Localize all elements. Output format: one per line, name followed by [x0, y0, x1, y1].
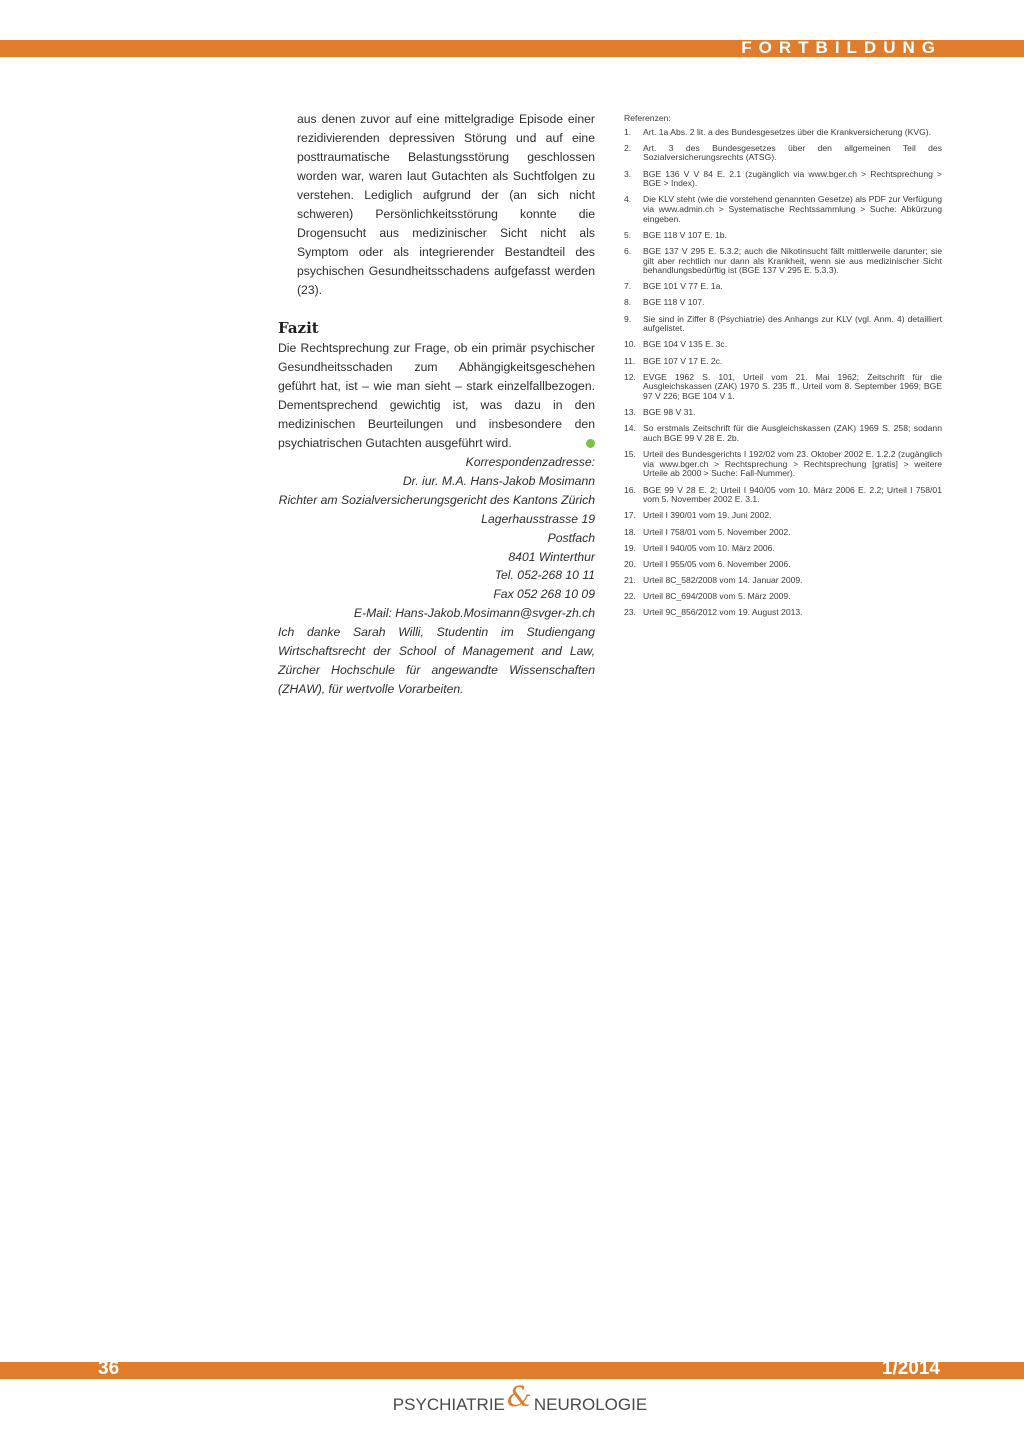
- reference-item: [624, 144, 942, 163]
- reference-number: 14.: [624, 423, 636, 434]
- address-fax: Fax 052 268 10 09: [493, 587, 595, 602]
- reference-text: Urteil 9C_856/2012 vom 19. August 2013.: [643, 607, 803, 618]
- reference-number: 6.: [624, 245, 632, 256]
- section-label: FORTBILDUNG: [741, 38, 942, 57]
- journal-name-left: PSYCHIATRIE: [392, 1395, 505, 1414]
- reference-item: [624, 315, 942, 334]
- reference-number: 9.: [624, 313, 632, 324]
- reference-item: [624, 560, 942, 570]
- reference-text: BGE 118 V 107 E. 1b.: [643, 229, 727, 240]
- address-tel: Tel. 052-268 10 11: [494, 568, 595, 583]
- address-street: Lagerhausstrasse 19: [481, 511, 595, 526]
- reference-item: [624, 528, 942, 538]
- references-list: [624, 128, 942, 618]
- reference-text: BGE 118 V 107.: [643, 297, 705, 308]
- reference-number: 13.: [624, 407, 636, 418]
- author-name: Dr. iur. M.A. Hans-Jakob Mosimann: [402, 473, 595, 488]
- reference-number: 17.: [624, 510, 636, 521]
- journal-ampersand: &: [506, 1380, 532, 1413]
- reference-number: 21.: [624, 575, 636, 586]
- journal-logo: [358, 1380, 682, 1424]
- references-column: [624, 114, 942, 625]
- reference-number: 2.: [624, 142, 632, 153]
- reference-number: 16.: [624, 484, 636, 495]
- reference-text: Art. 1a Abs. 2 lit. a des Bundesgesetzes über die Krankversicherung (KVG).: [643, 126, 932, 137]
- reference-text: BGE 98 V 31.: [643, 407, 696, 418]
- address-email: E-Mail: Hans-Jakob.Mosimann@svger-zh.ch: [353, 606, 595, 621]
- reference-item: [624, 128, 942, 138]
- author-position: Richter am Sozialversicherungsgericht des Kantons Zürich: [278, 492, 595, 507]
- reference-text: BGE 137 V 295 E. 5.3.2; auch die Nikotinsucht fällt mittlerweile darunter; sie gilt aber rechtlich nur dann als Krankheit, wenn sie aus medizinischer Sicht behandlungsbedürftig ist (BGE 137 V 295 E. 5.3.3).: [643, 245, 942, 276]
- correspondence-label: Korrespondenzadresse:: [465, 455, 595, 469]
- reference-text: BGE 107 V 17 E. 2c.: [643, 355, 723, 366]
- reference-number: 7.: [624, 281, 632, 292]
- reference-text: Urteil I 758/01 vom 5. November 2002.: [643, 526, 791, 537]
- reference-text: Art. 3 des Bundesgesetzes über den allgemeinen Teil des Sozialversicherungsrechts (ATSG).: [643, 142, 942, 163]
- reference-item: [624, 247, 942, 276]
- reference-item: [624, 231, 942, 241]
- reference-item: [624, 424, 942, 443]
- reference-item: [624, 544, 942, 554]
- main-column: [278, 110, 595, 699]
- references-heading: Referenzen:: [624, 113, 671, 123]
- reference-text: Urteil 8C_694/2008 vom 5. März 2009.: [643, 591, 791, 602]
- reference-text: Urteil des Bundesgerichts I 192/02 vom 23. Oktober 2002 E. 1.2.2 (zugänglich via www.bger.ch > Rechtsprechung > Rechtsprechung [gratis] > weitere Urteile ab 2000 > Suche: Fall-Nummer).: [643, 449, 942, 479]
- reference-text: Urteil 8C_582/2008 vom 14. Januar 2009.: [643, 575, 803, 586]
- reference-number: 8.: [624, 297, 632, 308]
- reference-text: EVGE 1962 S. 101, Urteil vom 21. Mai 1962; Zeitschrift für die Ausgleichskassen (ZAK) 1970 S. 235 ff., Urteil vom 8. September 1969; BGE 97 V 226; BGE 104 V 1.: [643, 371, 942, 401]
- reference-number: 11.: [624, 355, 636, 366]
- fazit-paragraph: [278, 339, 595, 453]
- intro-paragraph: aus denen zuvor auf eine mittelgradige Episode einer rezidivierenden depressiven Störung und auf eine posttraumatische Belastungsstörung geschlossen worden war, waren laut Gutachten als Suchtfolgen zu verstehen. Lediglich aufgrund der (an sich nicht schweren) Persönlichkeitsstörung konnte die Drogensucht aus medizinischer Sicht nicht als Symptom oder als integrierender Bestandteil des psychischen Gesundheitsschadens aufgefasst werden (23).: [297, 112, 595, 297]
- reference-text: So erstmals Zeitschrift für die Ausgleichskassen (ZAK) 1969 S. 258; sodann auch BGE 99 V 28 E. 2b.: [643, 423, 942, 443]
- reference-number: 23.: [624, 607, 636, 618]
- reference-item: [624, 450, 942, 479]
- reference-number: 3.: [624, 168, 632, 179]
- reference-text: BGE 101 V 77 E. 1a.: [643, 281, 723, 292]
- reference-number: 12.: [624, 371, 636, 382]
- correspondence-address: [278, 453, 595, 623]
- reference-text: Urteil I 390/01 vom 19. Juni 2002.: [643, 510, 772, 521]
- reference-number: 15.: [624, 449, 636, 460]
- reference-number: 20.: [624, 558, 636, 569]
- reference-number: 19.: [624, 542, 636, 553]
- reference-number: 1.: [624, 126, 632, 137]
- reference-item: [624, 340, 942, 350]
- acknowledgement: Ich danke Sarah Willi, Studentin im Studiengang Wirtschaftsrecht der School of Management and Law, Zürcher Hochschule für angewandte Wissenschaften (ZHAW), für wertvolle Vorarbeiten.: [278, 625, 595, 697]
- footer-band: [0, 1362, 1024, 1379]
- reference-text: Die KLV steht (wie die vorstehend genannten Gesetze) als PDF zur Verfügung via www.admin.ch > Systematische Rechtssammlung > Suche: Abkürzung eingeben.: [643, 194, 942, 224]
- reference-item: [624, 357, 942, 367]
- fazit-text: Die Rechtsprechung zur Frage, ob ein primär psychischer Gesundheitsschaden zum Abhängigkeitsgeschehen geführt hat, ist – wie man sieht – stark einzelfallbezogen. Dementsprechend gewichtig ist, was dazu in den medizinischen Beurteilungen und insbesondere den psychiatrischen Gutachten ausgeführt wird.: [278, 341, 595, 450]
- reference-item: [624, 576, 942, 586]
- reference-item: [624, 170, 942, 189]
- reference-text: Sie sind in Ziffer 8 (Psychiatrie) des Anhangs zur KLV (vgl. Anm. 4) detailliert aufgelistet.: [643, 313, 942, 334]
- reference-item: [624, 373, 942, 402]
- page-number: 36: [98, 1358, 120, 1379]
- reference-item: [624, 195, 942, 224]
- address-city: 8401 Winterthur: [508, 549, 595, 564]
- reference-text: BGE 99 V 28 E. 2; Urteil I 940/05 vom 10. März 2006 E. 2.2; Urteil I 758/01 vom 5. November 2002 E. 3.1.: [643, 484, 942, 505]
- reference-number: 18.: [624, 526, 636, 537]
- issue-number: 1/2014: [881, 1358, 940, 1379]
- reference-text: BGE 136 V V 84 E. 2.1 (zugänglich via www.bger.ch > Rechtsprechung > BGE > Index).: [643, 168, 942, 189]
- reference-item: [624, 298, 942, 308]
- reference-text: Urteil I 940/05 vom 10. März 2006.: [643, 542, 775, 553]
- reference-text: Urteil I 955/05 vom 6. November 2006.: [643, 558, 791, 569]
- journal-name-right: NEUROLOGIE: [533, 1395, 648, 1414]
- reference-item: [624, 592, 942, 602]
- address-pobox: Postfach: [547, 530, 595, 545]
- reference-item: [624, 408, 942, 418]
- reference-item: [624, 282, 942, 292]
- reference-item: [624, 608, 942, 618]
- reference-item: [624, 486, 942, 505]
- reference-number: 10.: [624, 339, 636, 350]
- reference-number: 22.: [624, 591, 636, 602]
- reference-number: 4.: [624, 194, 632, 205]
- reference-number: 5.: [624, 229, 632, 240]
- end-marker-icon: [586, 439, 595, 448]
- fazit-heading: Fazit: [278, 319, 319, 337]
- reference-item: [624, 511, 942, 521]
- reference-text: BGE 104 V 135 E. 3c.: [643, 339, 728, 350]
